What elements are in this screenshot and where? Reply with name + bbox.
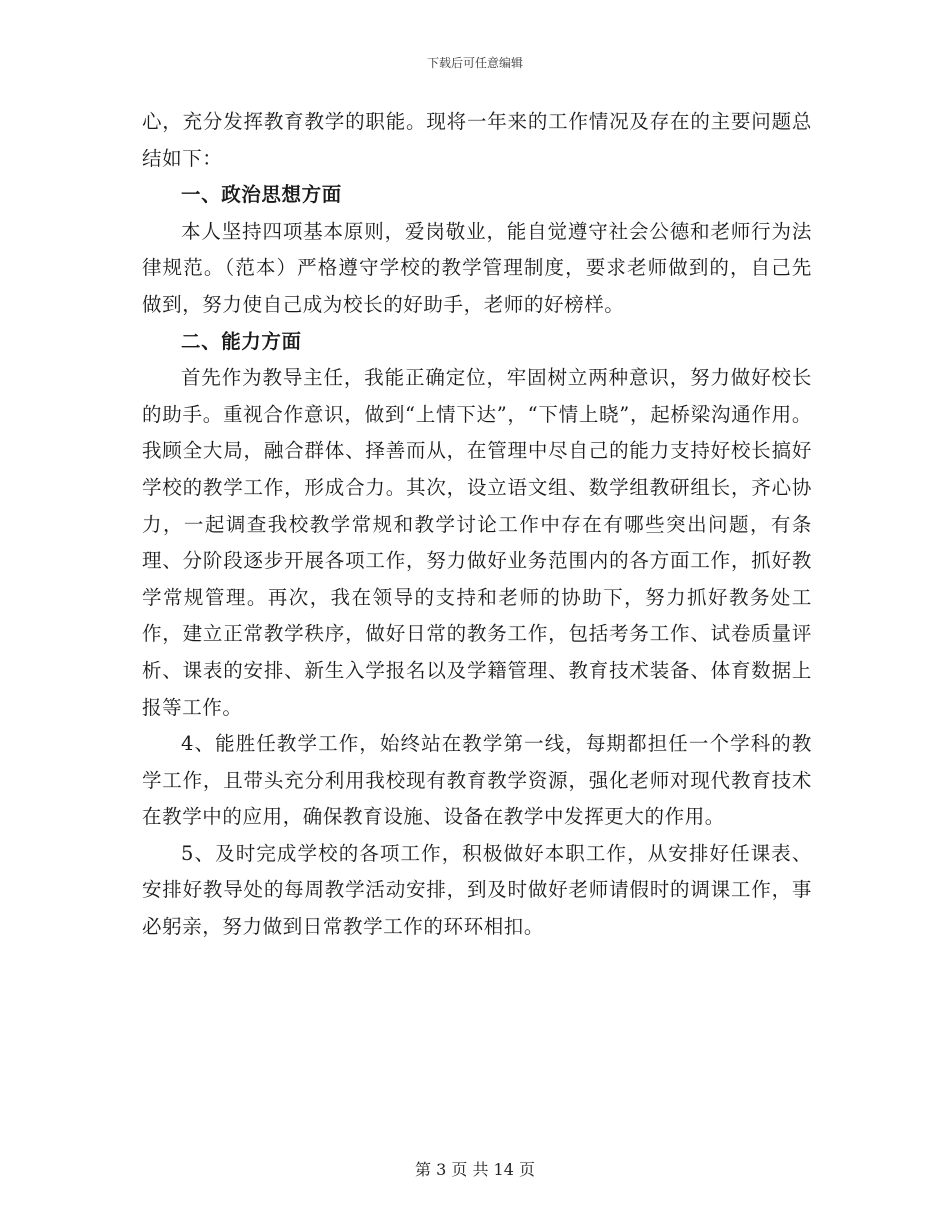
section-heading-ability: 二、能力方面 — [181, 329, 302, 353]
item-paragraph-4: 4、能胜任教学工作，始终站在教学第一线，每期都担任一个学科的教学工作，且带头充分利用我校现有教育教学资源，强化老师对现代教育技术在教学中的应用，确保教育设施、设备在教学中发挥更大的作用。 — [142, 732, 812, 829]
section-paragraph-political: 本人坚持四项基本原则，爱岗敬业，能自觉遵守社会公德和老师行为法律规范。（范本）严格遵守学校的教学管理制度，要求老师做到的，自己先做到，努力使自己成为校长的好助手，老师的好榜样。 — [142, 219, 812, 316]
document-body — [142, 104, 812, 946]
section-heading-political: 一、政治思想方面 — [181, 183, 342, 207]
page-number: 第 3 页 共 14 页 — [415, 1160, 535, 1179]
section-paragraph-ability: 首先作为教导主任，我能正确定位，牢固树立两种意识，努力做好校长的助手。重视合作意识，做到“上情下达”，“下情上晓”，起桥梁沟通作用。我顾全大局，融合群体、择善而从，在管理中尽自己的能力支持好校长搞好学校的教学工作，形成合力。其次，设立语文组、数学组教研组长，齐心协力，一起调查我校教学常规和教学讨论工作中存在有哪些突出问题，有条理、分阶段逐步开展各项工作，努力做好业务范围内的各方面工作，抓好教学常规管理。再次，我在领导的支持和老师的协助下，努力抓好教务处工作，建立正常教学秩序，做好日常的教务工作，包括考务工作、试卷质量评析、课表的安排、新生入学报名以及学籍管理、教育技术装备、体育数据上报等工作。 — [142, 366, 812, 719]
page-header-note: 下载后可任意编辑 — [426, 56, 523, 70]
item-paragraph-5: 5、及时完成学校的各项工作，积极做好本职工作，从安排好任课表、安排好教导处的每周教学活动安排，到及时做好老师请假时的调课工作，事必躬亲，努力做到日常教学工作的环环相扣。 — [142, 841, 812, 939]
intro-paragraph: 心，充分发挥教育教学的职能。现将一年来的工作情况及存在的主要问题总结如下： — [142, 110, 812, 170]
